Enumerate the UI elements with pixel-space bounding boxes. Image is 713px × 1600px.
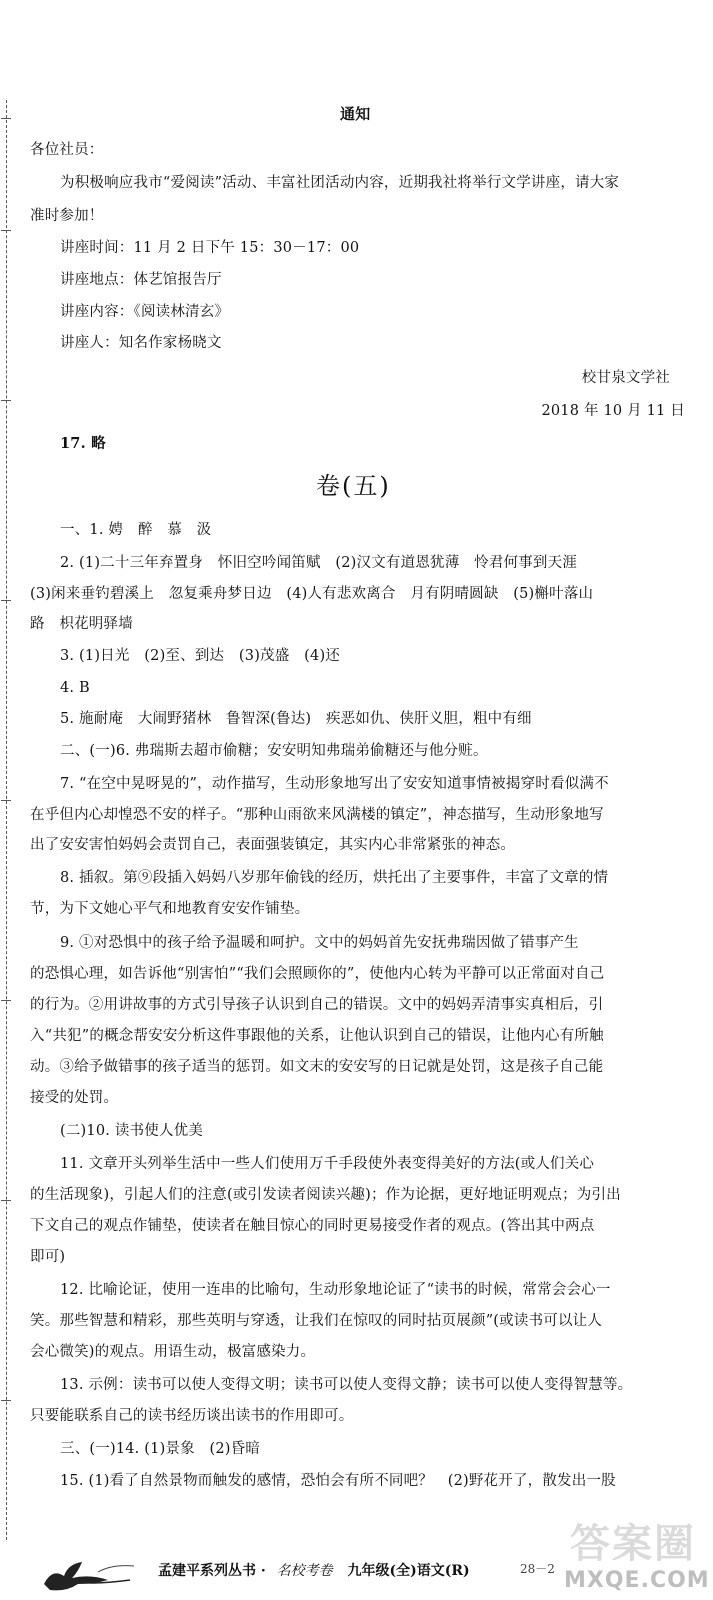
- notice-content: 讲座内容：《阅读林清玄》: [60, 304, 230, 320]
- answer-line: 只要能联系自己的读书经历谈出读书的作用即可。: [30, 1408, 354, 1424]
- answer-line: 2. (1)二十三年弃置身 怀旧空吟闻笛赋 (2)汉文有道恩犹薄 怜君何事到天涯: [60, 555, 578, 571]
- watermark-logo: 答案圈: [570, 1521, 696, 1567]
- notice-place: 讲座地点：体艺馆报告厅: [60, 272, 222, 288]
- cut-tick: [1, 800, 11, 801]
- cut-tick: [1, 118, 11, 119]
- answer-line: 的生活现象)，引起人们的注意(或引发读者阅读兴趣)；作为论据，更好地证明观点；为引出: [30, 1187, 621, 1203]
- answer-line: 节，为下文她心平气和地教育安安作铺垫。: [30, 901, 310, 917]
- answer-line: 动。③给予做错事的孩子适当的惩罚。如文末的安安写的日记就是处罚，这是孩子自己能: [30, 1059, 604, 1075]
- footer-series-title: [158, 1560, 470, 1580]
- answer-line: 13. 示例：读书可以使人变得文明；读书可以使人变得文静；读书可以使人变得智慧等。: [60, 1377, 633, 1393]
- binding-cut-line: [6, 100, 21, 1540]
- answer-line: 即可): [30, 1249, 66, 1265]
- notice-speaker: 讲座人：知名作家杨晓文: [60, 335, 222, 351]
- cut-tick: [1, 1000, 11, 1001]
- answer-line: 在乎但内心却惶恐不安的样子。“那种山雨欲来风满楼的镇定”，神态描写，生动形象地写: [30, 807, 604, 823]
- answer-line: 路 枳花明驿墙: [30, 616, 133, 632]
- page-number: 28－2: [520, 1562, 555, 1576]
- answer-line: 11. 文章开头列举生活中一些人们使用万千手段使外表变得美好的方法(或人们关心: [60, 1156, 595, 1172]
- notice-body-line: 为积极响应我市“爱阅读”活动、丰富社团活动内容，近期我社将举行文学讲座，请大家: [60, 175, 620, 191]
- question-17: 17. 略: [60, 435, 106, 452]
- answer-line: 的恐惧心理，如告诉他“别害怕”“我们会照顾你的”，使他内心转为平静可以正常面对自己: [30, 966, 605, 982]
- answer-line: 出了安安害怕妈妈会责罚自己，表面强装镇定，其实内心非常紧张的神态。: [30, 837, 516, 853]
- answer-line: 一、1. 娉 醉 慕 汲: [60, 522, 212, 538]
- answer-line: 三、(一)14. (1)景象 (2)昏暗: [60, 1441, 261, 1457]
- footer-series: 孟建平系列丛书 ·: [158, 1563, 266, 1579]
- answer-line: 下文自己的观点作铺垫，使读者在触目惊心的同时更易接受作者的观点。(答出其中两点: [30, 1218, 595, 1234]
- answer-line: 4. B: [60, 680, 90, 696]
- answer-line: 9. ①对恐惧中的孩子给予温暖和呵护。文中的妈妈首先安抚弗瑞因做了错事产生: [60, 935, 579, 951]
- cut-tick: [1, 400, 11, 401]
- notice-date: 2018 年 10 月 11 日: [541, 403, 685, 419]
- answer-line: 15. (1)看了自然景物而触发的感情，恐怕会有所不同吧？ (2)野花开了，散发出一股: [60, 1473, 616, 1489]
- answer-line: 入“共犯”的概念帮安安分析这件事跟他的关系，让他认识到自己的错误，让他内心有所触: [30, 1028, 604, 1044]
- answer-line: 的行为。②用讲故事的方式引导孩子认识到自己的错误。文中的妈妈弄清事实真相后，引: [30, 997, 604, 1013]
- answer-line: 二、(一)6. 弗瑞斯去超市偷糖；安安明知弗瑞弟偷糖还与他分赃。: [60, 743, 488, 759]
- cut-tick: [1, 230, 11, 231]
- answer-line: (二)10. 读书使人优美: [60, 1123, 204, 1139]
- answer-line: 笑。那些智慧和精彩，那些英明与穿透，让我们在惊叹的同时拈页展颜”(或读书可以让人: [30, 1313, 603, 1329]
- watermark-url: MXQE.COM: [564, 1568, 710, 1593]
- notice-signature: 校甘泉文学社: [581, 370, 670, 386]
- answer-line: 5. 施耐庵 大闹野猪林 鲁智深(鲁达) 疾恶如仇、侠肝义胆，粗中有细: [60, 711, 532, 727]
- notice-time: 讲座时间：11 月 2 日下午 15：30－17：00: [60, 240, 360, 256]
- volume-title: 卷(五): [316, 472, 391, 500]
- cut-tick: [1, 600, 11, 601]
- answer-line: 7. “在空中晃呀晃的”，动作描写，生动形象地写出了安安知道事情被揭穿时看似满不: [60, 776, 609, 792]
- cut-tick: [1, 1400, 11, 1401]
- notice-greeting: 各位社员：: [30, 142, 104, 158]
- cut-tick: [1, 1200, 11, 1201]
- bird-logo-icon: [38, 1550, 148, 1596]
- answer-line: 会心微笑)的观点。用语生动，极富感染力。: [30, 1344, 316, 1360]
- notice-body-line: 准时参加！: [30, 208, 104, 224]
- answer-line: 12. 比喻论证，使用一连串的比喻句，生动形象地论证了“读书的时候，常常会会心一: [60, 1282, 611, 1298]
- footer-grade: 九年级(全)语文(R): [347, 1563, 470, 1579]
- answer-line: (3)闲来垂钓碧溪上 忽复乘舟梦日边 (4)人有悲欢离合 月有阴晴圆缺 (5)槲叶落山: [30, 586, 594, 602]
- site-watermark: [560, 1510, 710, 1596]
- footer-handwritten: 名校考卷: [276, 1563, 333, 1579]
- notice-title: 通知: [340, 105, 371, 123]
- answer-line: 接受的处罚。: [30, 1090, 119, 1106]
- answer-line: 3. (1)日光 (2)至、到达 (3)茂盛 (4)还: [60, 648, 340, 664]
- answer-line: 8. 插叙。第⑨段插入妈妈八岁那年偷钱的经历，烘托出了主要事件，丰富了文章的情: [60, 870, 609, 886]
